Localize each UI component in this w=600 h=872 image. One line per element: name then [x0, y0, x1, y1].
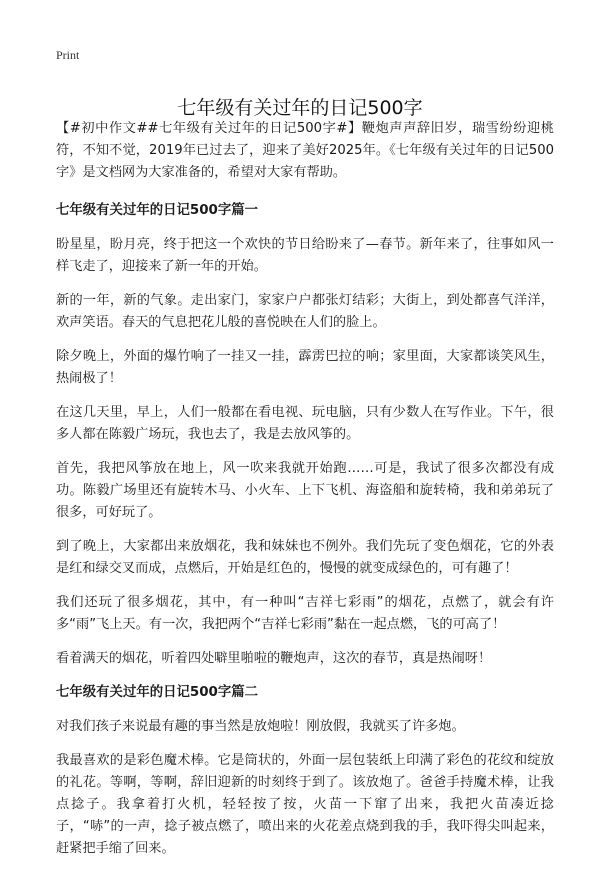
section1-paragraph-1: 盼星星，盼月亮，终于把这一个欢快的节日给盼来了—春节。新年来了，往事如风一样飞走了，迎接来了新一年的开始。 [56, 237, 554, 274]
section-heading-1: 七年级有关过年的日记500字篇一 [56, 203, 259, 218]
section1-paragraph-3: 除夕晚上，外面的爆竹响了一挂又一挂，霹雳巴拉的响；家里面，大家都谈笑风生，热闹极了！ [56, 349, 554, 386]
section2-paragraph-2: 我最喜欢的是彩色魔术棒。它是筒状的，外面一层包装纸上印满了彩色的花纹和绽放的礼花。等啊，等啊，辞旧迎新的时刻终于到了。该放炮了。爸爸手持魔术棒，让我点捻子。我拿着打火机，轻轻按了按，火苗一下窜了出来，我把火苗凑近捻子，“哧”的一声，捻子被点燃了，喷出来的火花差点烧到我的手，我吓得尖叫起来，赶紧把手缩了回来。 [56, 753, 554, 856]
intro-paragraph: 【#初中作文##七年级有关过年的日记500字#】鞭炮声声辞旧岁，瑞雪纷纷迎桃符，不知不觉，2019年已过去了，迎来了美好2025年。《七年级有关过年的日记500字》是文档网为大家准备的，希望对大家有帮助。 [56, 121, 554, 180]
section2-paragraph-1: 对我们孩子来说最有趣的事当然是放炮啦！刚放假，我就买了许多炮。 [56, 719, 465, 734]
section1-paragraph-8: 看着满天的烟花，听着四处噼里啪啦的鞭炮声，这次的春节，真是热闹呀！ [56, 651, 492, 666]
section1-paragraph-7: 我们还玩了很多烟花，其中，有一种叫“吉祥七彩雨”的烟花，点燃了，就会有许多“雨”飞上天。有一次，我把两个“吉祥七彩雨”黏在一起点燃，飞的可高了！ [56, 595, 554, 632]
section1-paragraph-5: 首先，我把风筝放在地上，风一吹来我就开始跑……可是，我试了很多次都没有成功。陈毅广场里还有旋转木马、小火车、上下飞机、海盗船和旋转椅，我和弟弟玩了很多，可好玩了。 [56, 461, 554, 520]
article-body [56, 118, 554, 872]
section1-paragraph-6: 到了晚上，大家都出来放烟花，我和妹妹也不例外。我们先玩了变色烟花，它的外表是红和绿交叉而成，点燃后，开始是红色的，慢慢的就变成绿色的，可有趣了！ [56, 539, 554, 576]
print-label[interactable]: Print [56, 48, 80, 62]
section1-paragraph-4: 在这几天里，早上，人们一般都在看电视、玩电脑，只有少数人在写作业。下午，很多人都在陈毅广场玩，我也去了，我是去放风筝的。 [56, 405, 554, 442]
section1-paragraph-2: 新的一年，新的气象。走出家门，家家户户都张灯结彩；大街上，到处都喜气洋洋，欢声笑语。春天的气息把花儿般的喜悦映在人们的脸上。 [56, 293, 554, 330]
page-title: 七年级有关过年的日记500字 [177, 96, 423, 119]
section-heading-2: 七年级有关过年的日记500字篇二 [56, 685, 259, 700]
